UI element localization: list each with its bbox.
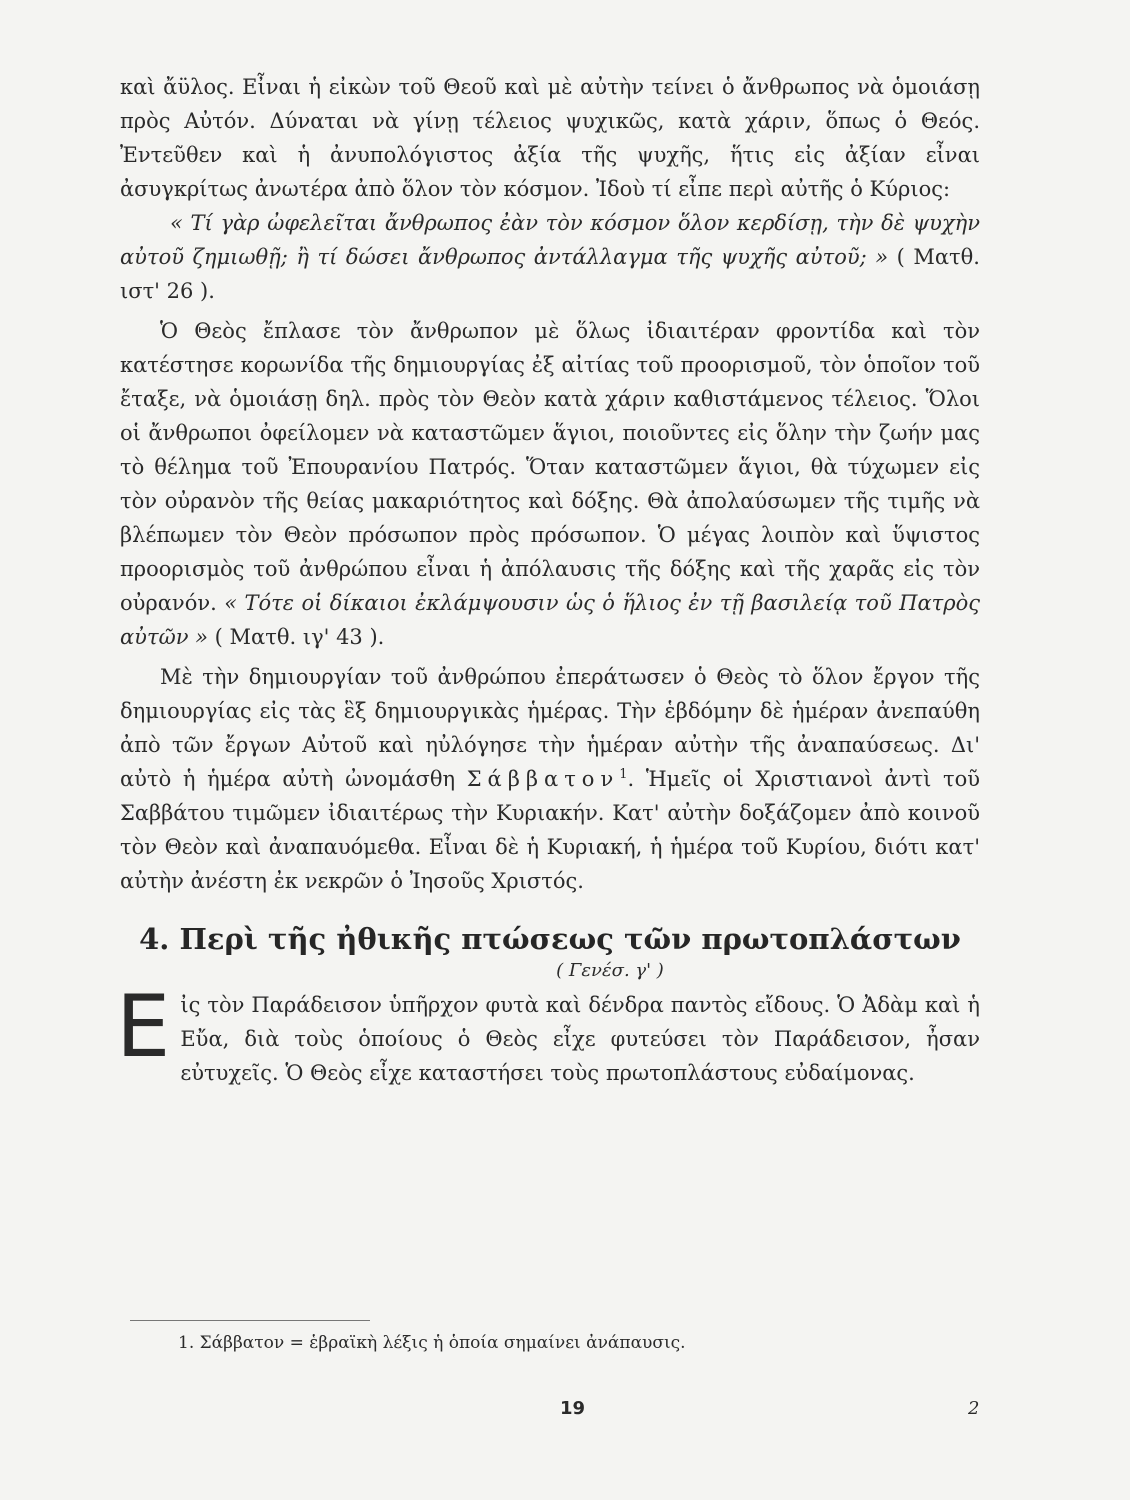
footnote-divider <box>130 1320 370 1321</box>
quote-matthew-16 <box>120 206 980 308</box>
text-column <box>116 70 980 1090</box>
quote-matthew-13: « Τότε οἱ δίκαιοι ἐκλάμψουσιν ὡς ὁ ἥλιος ἐν τῇ βασιλείᾳ τοῦ Πατρὸς αὐτῶν » <box>120 591 980 649</box>
quote-text: « Τί γὰρ ὠφελεῖται ἄνθρωπος ἐὰν τὸν κόσμον ὅλον κερδίσῃ, τὴν δὲ ψυχὴν αὐτοῦ ζημιωθῇ; ἢ τί δώσει ἄνθρωπος ἀντάλλαγμα τῆς ψυχῆς αὐτοῦ; » <box>120 211 980 269</box>
section-subheading: ( Γενέσ. γ' ) <box>556 960 664 981</box>
term-sabbaton: Σάββατον <box>466 767 620 791</box>
quote-reference: ( Ματθ. ιστ' 26 ). <box>120 245 980 303</box>
paragraph-soul: καὶ ἄϋλος. Εἶναι ἡ εἰκὼν τοῦ Θεοῦ καὶ μὲ αὐτὴν τείνει ὁ ἄνθρωπος νὰ ὁμοιάσῃ πρὸς Αὐτόν. Δύναται νὰ γίνῃ τέλειος ψυχικῶς, κατὰ χάριν, ὅπως ὁ Θεός. Ἐντεῦθεν καὶ ἡ ἀνυπολόγιστος ἀξία τῆς ψυχῆς, ἥτις εἰς ἀξίαν εἶναι ἀσυγκρίτως ἀνωτέρα ἀπὸ ὅλον τὸν κόσμον. Ἰδοὺ τί εἶπε περὶ αὐτῆς ὁ Κύριος: <box>120 75 980 201</box>
paragraph-sabbath-text-2: . Ἡμεῖς οἱ Χριστιανοὶ ἀντὶ τοῦ Σαββάτου τιμῶμεν ἰδιαιτέρως τὴν Κυριακήν. Κατ' αὐτὴν δοξάζομεν ἀπὸ κοινοῦ τὸν Θεὸν καὶ ἀναπαυόμεθα. Εἶναι δὲ ἡ Κυριακή, ἡ ἡμέρα τοῦ Κυρίου, διότι κατ' αὐτὴν ἀνέστη ἐκ νεκρῶν ὁ Ἰησοῦς Χριστός. <box>120 767 980 893</box>
quote-reference-2: ( Ματθ. ιγ' 43 ). <box>214 625 385 649</box>
paragraph-paradise-text: ἰς τὸν Παράδεισον ὑπῆρχον φυτὰ καὶ δένδρα παντὸς εἴδους. Ὁ Ἀδὰμ καὶ ἡ Εὔα, διὰ τοὺς ὁποίους ὁ Θεὸς εἶχε φυτεύσει τὸν Παράδεισον, ἦσαν εὐτυχεῖς. Ὁ Θεὸς εἶχε καταστήσει τοὺς πρωτοπλάστους εὐδαίμονας. <box>180 993 980 1085</box>
paragraph-sabbath <box>120 660 980 898</box>
paragraph-sabbath-text: Μὲ τὴν δημιουργίαν τοῦ ἀνθρώπου ἐπεράτωσεν ὁ Θεὸς τὸ ὅλον ἔργον τῆς δημιουργίας εἰς τὰς ἓξ δημιουργικὰς ἡμέρας. Τὴν ἑβδόμην δὲ ἡμέραν ἀνεπαύθη ἀπὸ τῶν ἔργων Αὐτοῦ καὶ ηὐλόγησε τὴν ἡμέραν αὐτὴν τῆς ἀναπαύσεως. Δι' αὐτὸ ἡ ἡμέρα αὐτὴ ὠνομάσθη <box>120 665 980 791</box>
drop-cap: Ε <box>116 977 171 1077</box>
paragraph-purpose <box>120 314 980 654</box>
page-number: 19 <box>560 1398 586 1419</box>
signature-mark: 2 <box>968 1398 980 1419</box>
paragraph-paradise <box>116 977 980 1090</box>
footnote: 1. Σάββατον = ἑβραϊκὴ λέξις ἡ ὁποία σημαίνει ἀνάπαυσις. <box>178 1333 686 1353</box>
section-heading: 4. Περὶ τῆς ἠθικῆς πτώσεως τῶν πρωτοπλάστων <box>139 922 961 956</box>
footnote-mark: 1 <box>619 767 628 782</box>
paragraph-purpose-text: Ὁ Θεὸς ἔπλασε τὸν ἄνθρωπον μὲ ὅλως ἰδιαιτέραν φροντίδα καὶ τὸν κατέστησε κορωνίδα τῆς δημιουργίας ἐξ αἰτίας τοῦ προορισμοῦ, τὸν ὁποῖον τοῦ ἔταξε, νὰ ὁμοιάσῃ δηλ. πρὸς τὸν Θεὸν κατὰ χάριν καθιστάμενος τέλειος. Ὅλοι οἱ ἄνθρωποι ὀφείλομεν νὰ καταστῶμεν ἅγιοι, ποιοῦντες εἰς ὅλην τὴν ζωήν μας τὸ θέλημα τοῦ Ἐπουρανίου Πατρός. Ὅταν καταστῶμεν ἅγιοι, θὰ τύχωμεν εἰς τὸν οὐρανὸν τῆς θείας μακαριότητος καὶ δόξης. Θὰ ἀπολαύσωμεν τῆς τιμῆς νὰ βλέπωμεν τὸν Θεὸν πρόσωπον πρὸς πρόσωπον. Ὁ μέγας λοιπὸν καὶ ὕψιστος προορισμὸς τοῦ ἀνθρώπου εἶναι ἡ ἀπόλαυσις τῆς δόξης καὶ τῆς χαρᾶς εἰς τὸν οὐρανόν. <box>120 319 980 615</box>
